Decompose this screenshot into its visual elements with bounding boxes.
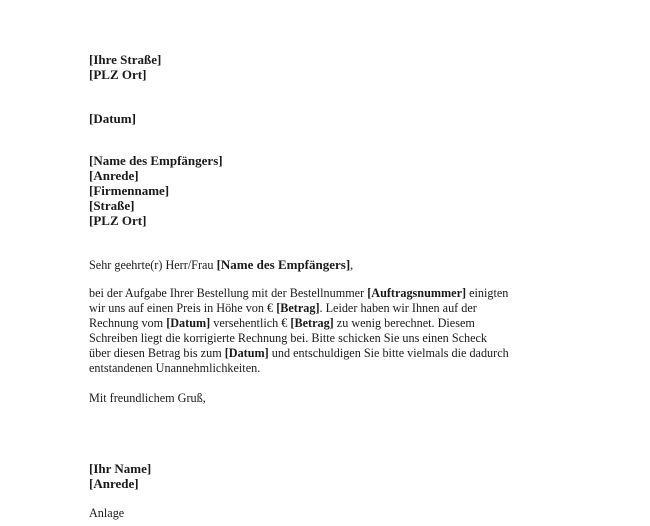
closing-line: Mit freundlichem Gruß, [89, 391, 206, 405]
letter-date: [Datum] [89, 111, 136, 126]
signature-name: [Ihr Name] [89, 461, 152, 476]
body-line-5 [89, 346, 509, 361]
body-line-1 [89, 286, 508, 301]
greeting-suffix: , [350, 258, 354, 272]
amount-placeholder: [Betrag] [290, 316, 334, 330]
date-placeholder: [Datum] [166, 316, 211, 330]
body-line-2 [89, 301, 477, 316]
body-text: versehentlich € [210, 316, 291, 330]
date-placeholder: [Datum] [224, 346, 269, 360]
order-number-placeholder: [Auftragsnummer] [367, 286, 467, 300]
sender-city: [PLZ Ort] [89, 67, 147, 82]
body-text: über diesen Betrag bis zum [89, 346, 225, 360]
body-text: . Leider haben wir Ihnen auf der [319, 301, 477, 315]
recipient-company: [Firmenname] [89, 183, 170, 198]
signature-salutation: [Anrede] [89, 476, 139, 491]
body-text: einigten [466, 286, 509, 300]
sender-street: [Ihre Straße] [89, 52, 162, 67]
recipient-name: [Name des Empfängers] [89, 153, 223, 168]
body-line-3 [89, 316, 475, 331]
body-text: Rechnung vom [89, 316, 167, 330]
amount-placeholder: [Betrag] [276, 301, 320, 315]
body-text: und entschuldigen Sie bitte vielmals die dadurch [268, 346, 509, 360]
body-text: bei der Aufgabe Ihrer Bestellung mit der Bestellnummer [89, 286, 368, 300]
recipient-city: [PLZ Ort] [89, 213, 147, 228]
body-text: wir uns auf einen Preis in Höhe von € [89, 301, 277, 315]
body-line-4: Schreiben liegt die korrigierte Rechnung bei. Bitte schicken Sie uns einen Scheck [89, 331, 488, 345]
body-text: zu wenig berechnet. Diesem [333, 316, 475, 330]
body-line-6: entstandenen Unannehmlichkeiten. [89, 361, 261, 375]
greeting-prefix: Sehr geehrte(r) Herr/Frau [89, 258, 217, 272]
recipient-street: [Straße] [89, 198, 135, 213]
recipient-salutation: [Anrede] [89, 168, 139, 183]
greeting-name: [Name des Empfängers] [216, 257, 351, 272]
greeting-line [89, 257, 353, 273]
enclosure-label: Anlage [89, 506, 125, 520]
